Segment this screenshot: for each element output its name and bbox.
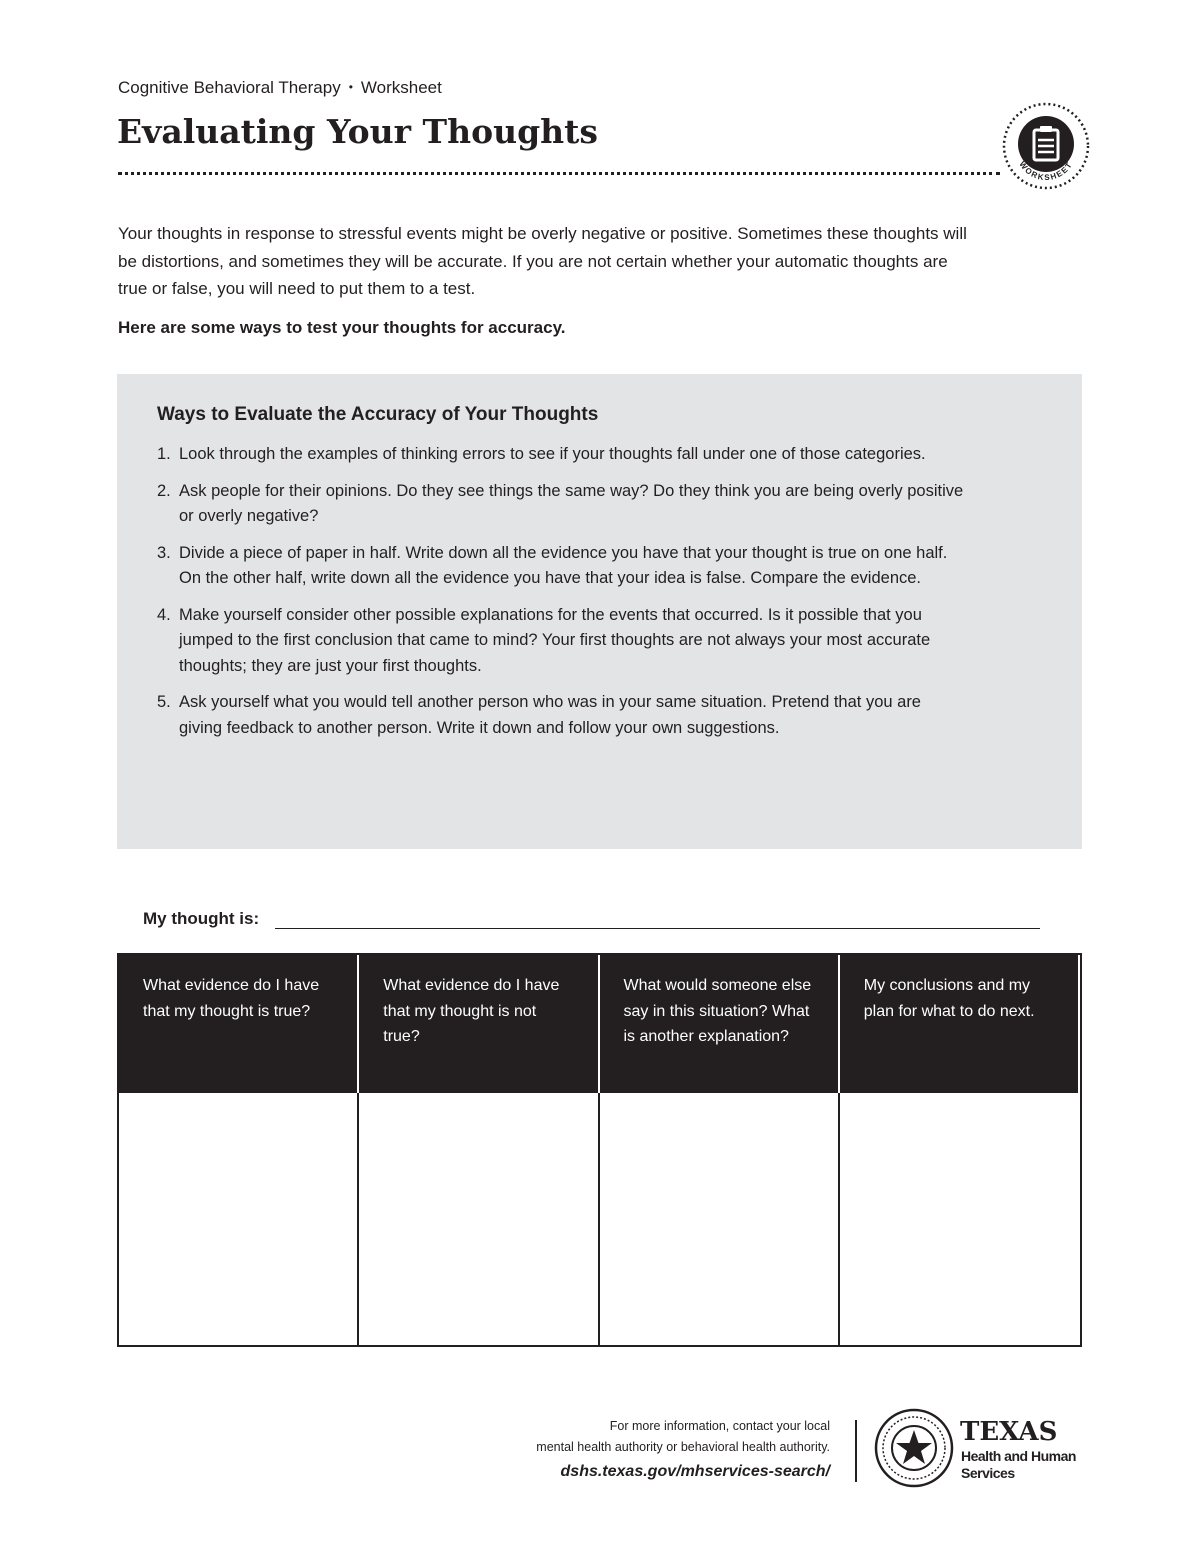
breadcrumb-category: Cognitive Behavioral Therapy: [118, 78, 341, 97]
footer-divider: [855, 1420, 857, 1482]
column-header-evidence-true: What evidence do I have that my thought is true?: [119, 955, 359, 1093]
item-text: Ask people for their opinions. Do they see things the same way? Do they think you are being overly positive or overly negative?: [179, 481, 964, 525]
ways-list-item: [157, 541, 967, 592]
item-text: Look through the examples of thinking errors to see if your thoughts fall under one of those categories.: [179, 445, 926, 463]
breadcrumb-type: Worksheet: [360, 78, 442, 97]
page-title: Evaluating Your Thoughts: [117, 112, 598, 151]
item-number: 3.: [157, 543, 171, 562]
badge-label: WORKSHEET: [1017, 159, 1075, 183]
ways-title: Ways to Evaluate the Accuracy of Your Thoughts: [157, 404, 599, 425]
ways-list-item: [157, 603, 967, 680]
evaluation-table: [117, 953, 1082, 1347]
breadcrumb-separator: •: [348, 80, 353, 94]
ways-list-item: [157, 442, 967, 468]
brand-subtitle: Health and Human Services: [961, 1448, 1076, 1481]
ways-list: [157, 442, 967, 752]
brand-name: TEXAS: [960, 1417, 1058, 1447]
ways-list-item: [157, 690, 967, 741]
item-text: Divide a piece of paper in half. Write down all the evidence you have that your thought is true on one half. On the other half, write down all the evidence you have that your idea is false. Compare the evidence.: [179, 543, 948, 587]
worksheet-badge-icon: [1000, 100, 1092, 192]
title-divider: [118, 172, 1000, 175]
thought-write-line[interactable]: [275, 928, 1040, 929]
item-text: Make yourself consider other possible explanations for the events that occurred. Is it possible that you jumped to the first conclusion that came to mind? Your first thoughts are not always your most accurate thoughts; they are just your first thoughts.: [179, 605, 931, 675]
footer-link[interactable]: dshs.texas.gov/mhservices-search/: [560, 1463, 830, 1480]
item-number: 1.: [157, 445, 171, 463]
intro-paragraph: Your thoughts in response to stressful events might be overly negative or positive. Sometimes these thoughts will be distortions, and sometimes they will be accurate. If you are not certain whether your automatic thoughts are true or false, you will need to put them to a test.: [118, 224, 967, 298]
item-text: Ask yourself what you would tell another person who was in your same situation. Pretend that you are giving feedback to another person. Write it down and follow your own suggestions.: [179, 693, 921, 737]
footer-info-line: For more information, contact your local: [609, 1419, 830, 1433]
intro-lead: Here are some ways to test your thoughts for accuracy.: [118, 318, 566, 337]
breadcrumb: [118, 78, 442, 98]
column-header-alternative: What would someone else say in this situation? What is another explanation?: [600, 955, 840, 1093]
item-number: 5.: [157, 693, 171, 711]
ways-list-item: [157, 479, 967, 530]
column-header-evidence-not-true: What evidence do I have that my thought is not true?: [359, 955, 599, 1093]
thought-label: My thought is:: [143, 909, 260, 928]
item-number: 2.: [157, 481, 171, 500]
texas-seal-icon: [874, 1408, 954, 1488]
write-cell-evidence-true[interactable]: [119, 1093, 359, 1345]
footer-info: [420, 1416, 830, 1458]
ways-panel: [117, 374, 1082, 849]
write-cell-alternative[interactable]: [600, 1093, 840, 1345]
footer-info-line: mental health authority or behavioral health authority.: [536, 1440, 830, 1454]
column-header-conclusions: My conclusions and my plan for what to do next.: [840, 955, 1080, 1093]
item-number: 4.: [157, 605, 171, 624]
write-cell-conclusions[interactable]: [840, 1093, 1080, 1345]
write-cell-evidence-not-true[interactable]: [359, 1093, 599, 1345]
